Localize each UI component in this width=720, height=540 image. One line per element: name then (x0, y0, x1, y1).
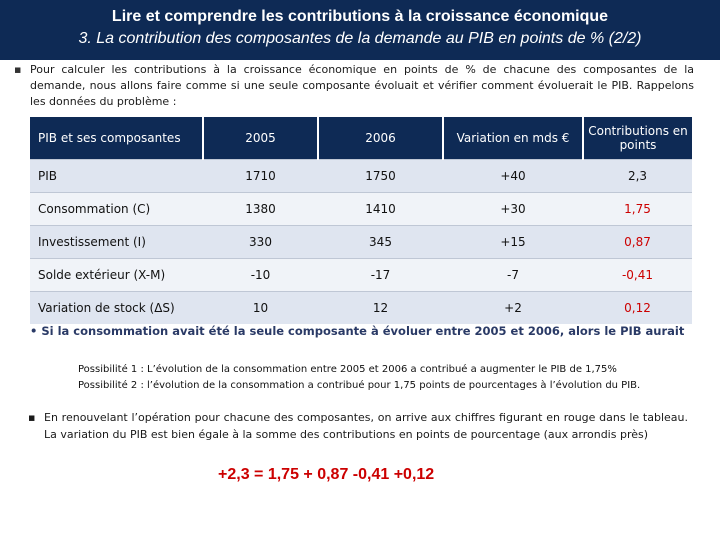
cell-2005: 10 (203, 292, 318, 325)
table-row (30, 259, 692, 292)
cell-2006: 345 (318, 226, 443, 259)
cell-variation: +30 (443, 193, 583, 226)
table-row (30, 193, 692, 226)
cell-2006: 1410 (318, 193, 443, 226)
cell-variation: -7 (443, 259, 583, 292)
possibility-1: Possibilité 1 : L’évolution de la consommation entre 2005 et 2006 a contribué a augmenter le PIB de 1,75% (78, 364, 617, 375)
bullet-icon: • (30, 324, 38, 338)
table-row (30, 160, 692, 193)
row-label: Investissement (I) (30, 226, 203, 259)
table-header-row (30, 117, 692, 160)
cell-contribution: 1,75 (583, 193, 692, 226)
cell-2006: 12 (318, 292, 443, 325)
slide-title: Lire et comprendre les contributions à la croissance économique (111, 8, 609, 25)
cell-variation: +2 (443, 292, 583, 325)
cell-2006: 1750 (318, 160, 443, 193)
renew-paragraph (28, 409, 688, 443)
pib-table (30, 117, 692, 324)
intro-paragraph (14, 62, 694, 110)
table-row (30, 226, 692, 259)
cell-contribution: 2,3 (583, 160, 692, 193)
renew-text: En renouvelant l’opération pour chacune des composantes, on arrive aux chiffres figurant en rouge dans le tableau. La variation du PIB est bien égale à la somme des contributions en points de pourcentage (aux arrondis près) (44, 411, 688, 441)
header-contributions: Contributions en points (583, 117, 692, 160)
consumption-bullet (30, 322, 694, 342)
cell-2006: -17 (318, 259, 443, 292)
header-2005: 2005 (203, 117, 318, 160)
bullet-icon: ▪ (28, 411, 36, 424)
slide-header (0, 0, 720, 60)
table-row (30, 292, 692, 325)
cell-2005: 1380 (203, 193, 318, 226)
cell-2005: -10 (203, 259, 318, 292)
possibility-2: Possibilité 2 : l’évolution de la consommation a contribué pour 1,75 points de pourcentages à l’évolution du PIB. (78, 380, 641, 391)
row-label: PIB (30, 160, 203, 193)
row-label: Variation de stock (ΔS) (30, 292, 203, 325)
header-2006: 2006 (318, 117, 443, 160)
cell-2005: 330 (203, 226, 318, 259)
consumption-text: Si la consommation avait été la seule composante à évoluer entre 2005 et 2006, alors le PIB aurait (41, 324, 685, 338)
cell-2005: 1710 (203, 160, 318, 193)
cell-contribution: 0,12 (583, 292, 692, 325)
cell-variation: +15 (443, 226, 583, 259)
cell-variation: +40 (443, 160, 583, 193)
header-variation: Variation en mds € (443, 117, 583, 160)
row-label: Solde extérieur (X-M) (30, 259, 203, 292)
possibilities-box (78, 362, 698, 394)
intro-text: Pour calculer les contributions à la croissance économique en points de % de chacune des composantes de la demande, nous allons faire comme si une seule composante évoluait et vérifier comment évoluerait le PIB. Rappelons les données du problème : (30, 63, 694, 108)
header-components: PIB et ses composantes (30, 117, 203, 160)
slide-subtitle: 3. La contribution des composantes de la demande au PIB en points de % (2/2) (78, 30, 642, 47)
cell-contribution: -0,41 (583, 259, 692, 292)
row-label: Consommation (C) (30, 193, 203, 226)
sum-formula: +2,3 = 1,75 + 0,87 -0,41 +0,12 (218, 466, 435, 483)
cell-contribution: 0,87 (583, 226, 692, 259)
bullet-icon: ▪ (14, 63, 22, 76)
